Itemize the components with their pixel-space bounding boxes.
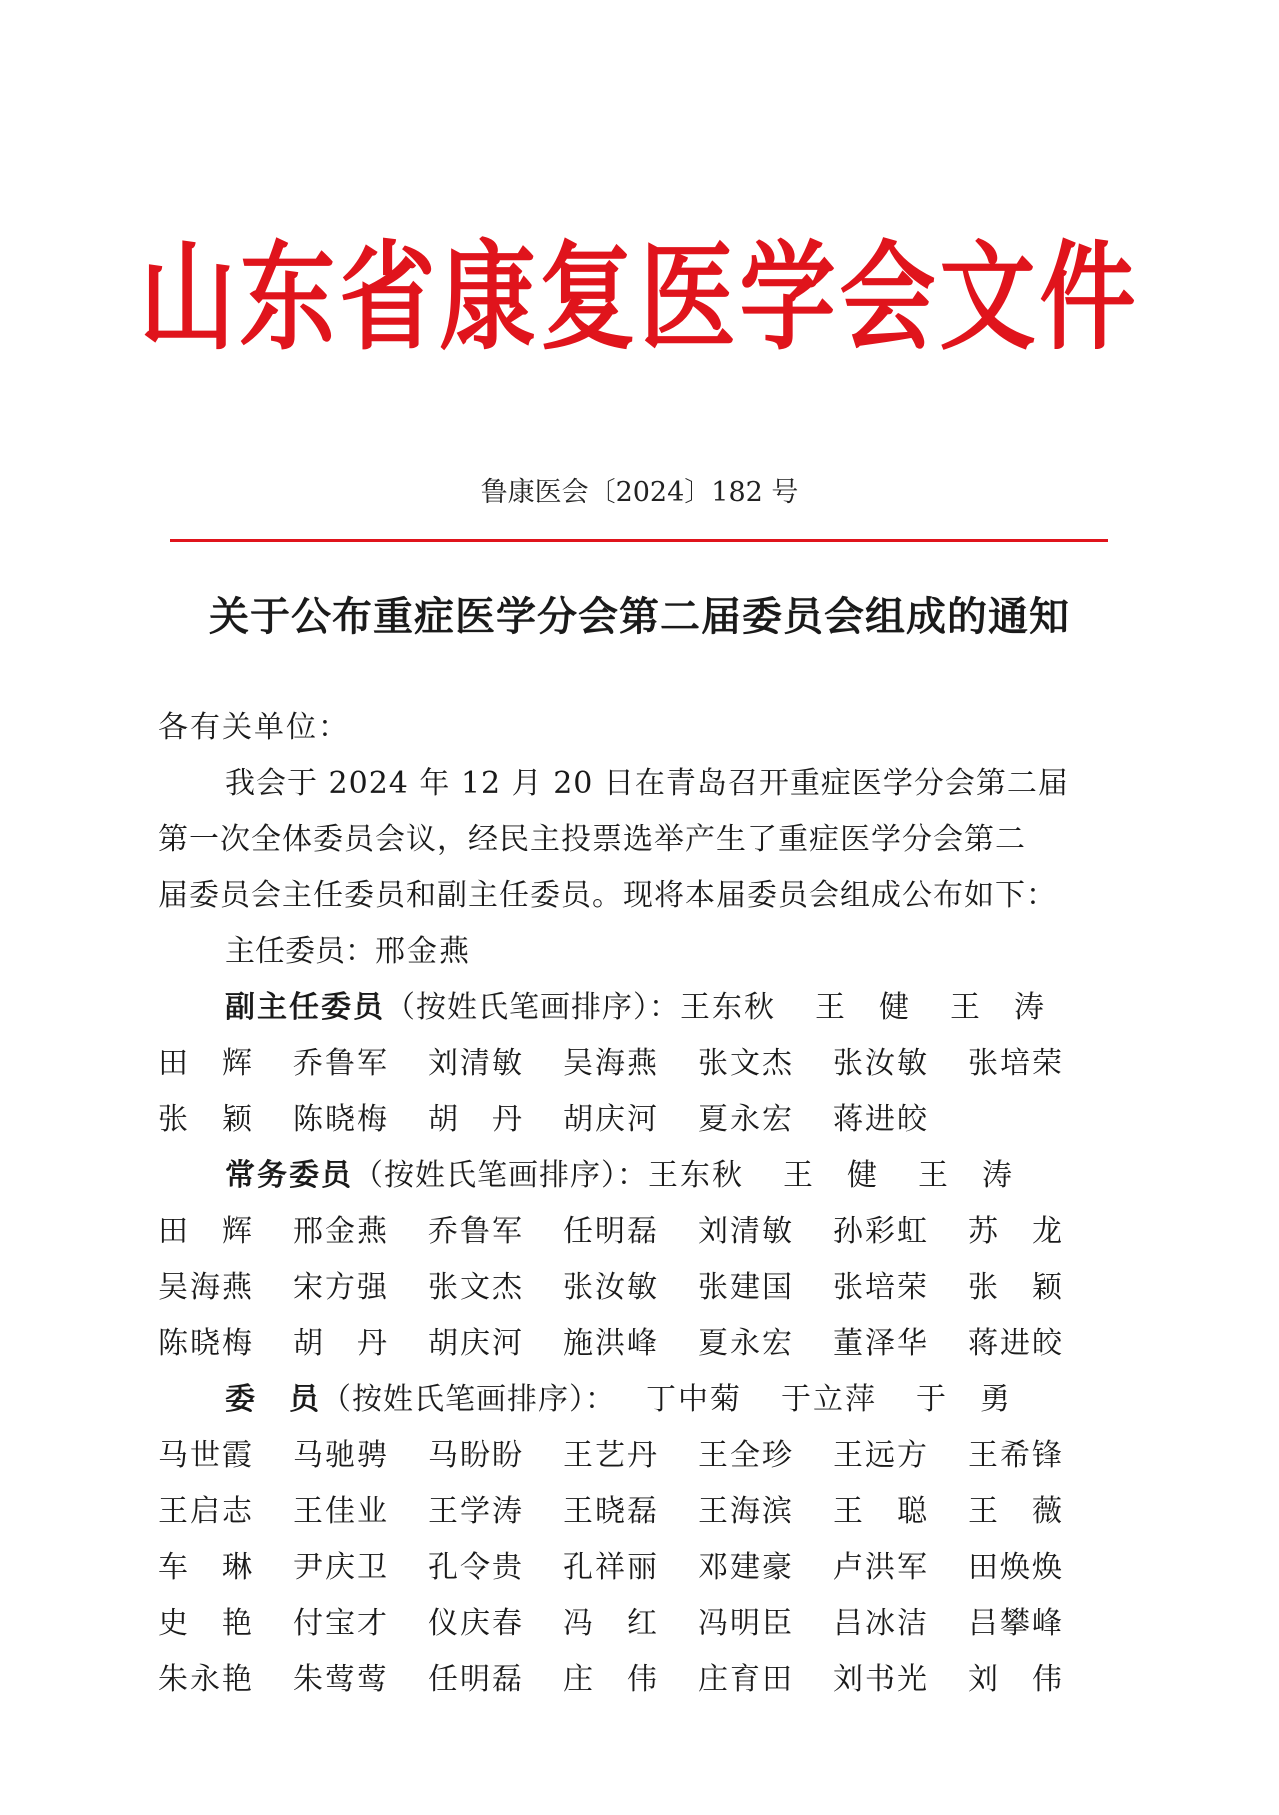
member-name: 卢洪军 [833, 1550, 929, 1585]
member-name: 王海滨 [698, 1494, 794, 1529]
member-name: 王全珍 [698, 1438, 794, 1473]
name-row [158, 1316, 1118, 1372]
document-masthead: 山东省康复医学会文件 [139, 229, 1140, 367]
chair-line [158, 924, 1118, 980]
member-name: 马盼盼 [428, 1438, 524, 1473]
member-name: 尹庆卫 [293, 1550, 389, 1585]
name-row [158, 1484, 1118, 1540]
member-name: 于立萍 [781, 1382, 877, 1417]
member-name: 王希锋 [968, 1438, 1064, 1473]
document-number: 鲁康医会〔2024〕182 号 [480, 477, 799, 508]
member-name: 孔祥丽 [563, 1550, 659, 1585]
member-name: 张培荣 [833, 1270, 929, 1305]
member-name: 王晓磊 [563, 1494, 659, 1529]
paragraph-line: 我会于 2024 年 12 月 20 日在青岛召开重症医学分会第二届 [225, 766, 1069, 801]
member-name: 田 辉 [158, 1046, 254, 1081]
name-row [158, 1652, 1118, 1708]
name-row [158, 1428, 1118, 1484]
member-name: 丁中菊 [646, 1382, 742, 1417]
member-name: 刘清敏 [428, 1046, 524, 1081]
standing-member-header [158, 1148, 1118, 1204]
member-name: 冯明臣 [698, 1606, 794, 1641]
red-divider-line [170, 539, 1108, 542]
member-name: 王 涛 [950, 990, 1046, 1025]
member-name: 冯 红 [563, 1606, 659, 1641]
member-name: 陈晓梅 [293, 1102, 389, 1137]
member-name: 史 艳 [158, 1606, 254, 1641]
member-name: 吕攀峰 [968, 1606, 1064, 1641]
member-name: 付宝才 [293, 1606, 389, 1641]
notice-body [158, 700, 1118, 1708]
chair-label: 主任委员： [225, 934, 375, 969]
member-name: 王 涛 [918, 1158, 1014, 1193]
member-name: 王 薇 [968, 1494, 1064, 1529]
member-label: 委 员 [225, 1382, 321, 1417]
standing-member-note: （按姓氏笔画排序）： [353, 1158, 648, 1193]
member-name: 胡 丹 [428, 1102, 524, 1137]
member-name: 乔鲁军 [293, 1046, 389, 1081]
member-name: 王 聪 [833, 1494, 929, 1529]
member-name: 张文杰 [428, 1270, 524, 1305]
member-name: 孙彩虹 [833, 1214, 929, 1249]
salutation: 各有关单位： [158, 710, 350, 745]
member-name: 庄 伟 [563, 1662, 659, 1697]
member-name: 王东秋 [680, 990, 776, 1025]
member-name: 田 辉 [158, 1214, 254, 1249]
member-name: 乔鲁军 [428, 1214, 524, 1249]
member-name: 王学涛 [428, 1494, 524, 1529]
name-row [158, 1540, 1118, 1596]
member-name: 胡 丹 [293, 1326, 389, 1361]
name-row [158, 1204, 1118, 1260]
member-name: 任明磊 [428, 1662, 524, 1697]
member-name: 蒋进皎 [968, 1326, 1064, 1361]
member-name: 刘清敏 [698, 1214, 794, 1249]
member-name: 王佳业 [293, 1494, 389, 1529]
member-name: 张建国 [698, 1270, 794, 1305]
member-name: 田焕焕 [968, 1550, 1064, 1585]
vice-chair-label: 副主任委员 [225, 990, 385, 1025]
member-note: （按姓氏笔画排序）： [321, 1382, 616, 1417]
member-name: 朱永艳 [158, 1662, 254, 1697]
member-name: 夏永宏 [698, 1326, 794, 1361]
vice-chair-inline-names [680, 980, 1085, 1036]
name-row [158, 1260, 1118, 1316]
member-name: 董泽华 [833, 1326, 929, 1361]
member-name: 刘书光 [833, 1662, 929, 1697]
chair-name: 邢金燕 [375, 934, 471, 969]
member-name: 王启志 [158, 1494, 254, 1529]
member-name: 庄育田 [698, 1662, 794, 1697]
member-name: 张文杰 [698, 1046, 794, 1081]
member-name: 吴海燕 [563, 1046, 659, 1081]
member-name: 夏永宏 [698, 1102, 794, 1137]
member-name: 马世霞 [158, 1438, 254, 1473]
member-name: 吴海燕 [158, 1270, 254, 1305]
member-name: 蒋进皎 [833, 1102, 929, 1137]
member-name: 张 颖 [158, 1102, 254, 1137]
vice-chair-header [158, 980, 1118, 1036]
notice-title: 关于公布重症医学分会第二届委员会组成的通知 [209, 594, 1070, 640]
member-name: 王远方 [833, 1438, 929, 1473]
member-name: 仪庆春 [428, 1606, 524, 1641]
member-name: 王 健 [815, 990, 911, 1025]
name-row [158, 1092, 1118, 1148]
member-name: 于 勇 [916, 1382, 1012, 1417]
standing-member-label: 常务委员 [225, 1158, 353, 1193]
member-name: 王 健 [783, 1158, 879, 1193]
member-name: 苏 龙 [968, 1214, 1064, 1249]
member-name: 王东秋 [648, 1158, 744, 1193]
member-name: 胡庆河 [428, 1326, 524, 1361]
vice-chair-note: （按姓氏笔画排序）： [385, 990, 680, 1025]
member-name: 王艺丹 [563, 1438, 659, 1473]
member-name: 邓建豪 [698, 1550, 794, 1585]
member-name: 孔令贵 [428, 1550, 524, 1585]
member-name: 张 颖 [968, 1270, 1064, 1305]
member-name: 刘 伟 [968, 1662, 1064, 1697]
member-name: 张培荣 [968, 1046, 1064, 1081]
paragraph-line: 届委员会主任委员和副主任委员。现将本届委员会组成公布如下： [158, 878, 1057, 913]
name-row [158, 1596, 1118, 1652]
member-name: 张汝敏 [563, 1270, 659, 1305]
member-name: 车 琳 [158, 1550, 254, 1585]
member-name: 吕冰洁 [833, 1606, 929, 1641]
name-row [158, 1036, 1118, 1092]
member-name: 施洪峰 [563, 1326, 659, 1361]
member-name: 张汝敏 [833, 1046, 929, 1081]
member-name: 胡庆河 [563, 1102, 659, 1137]
member-name: 宋方强 [293, 1270, 389, 1305]
member-name: 陈晓梅 [158, 1326, 254, 1361]
member-name: 朱莺莺 [293, 1662, 389, 1697]
member-inline-names [646, 1372, 1051, 1428]
member-header [158, 1372, 1118, 1428]
member-name: 任明磊 [563, 1214, 659, 1249]
standing-member-inline-names [648, 1148, 1053, 1204]
member-name: 马驰骋 [293, 1438, 389, 1473]
member-name: 邢金燕 [293, 1214, 389, 1249]
paragraph-line: 第一次全体委员会议，经民主投票选举产生了重症医学分会第二 [158, 822, 1026, 857]
